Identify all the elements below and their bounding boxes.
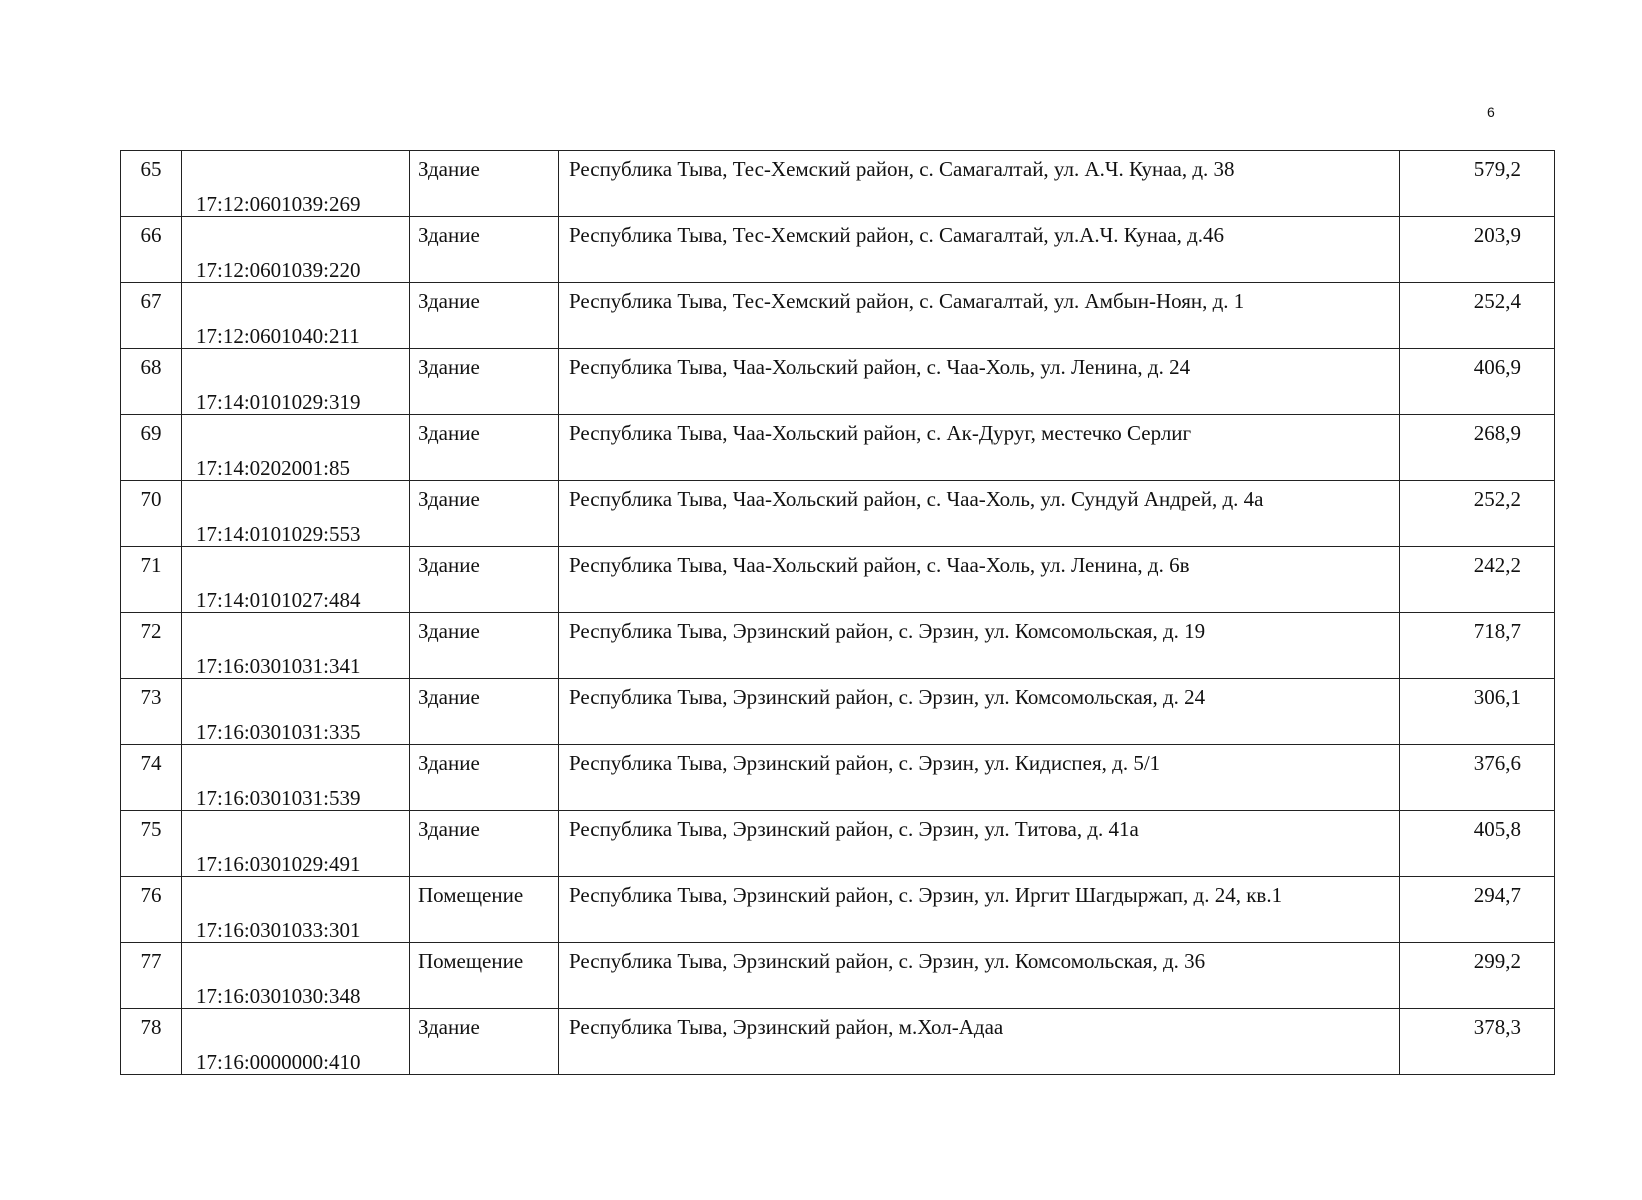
area-cell: 252,4 [1400, 283, 1555, 349]
object-type-cell: Здание [410, 217, 559, 283]
object-type-cell: Здание [410, 481, 559, 547]
area-cell: 405,8 [1400, 811, 1555, 877]
cadastral-number-cell [182, 1009, 410, 1075]
cadastral-number-text: 17:16:0301030:348 [196, 984, 361, 1008]
cadastral-number-text: 17:16:0301029:491 [196, 852, 361, 876]
area-cell: 378,3 [1400, 1009, 1555, 1075]
address-cell: Республика Тыва, Чаа-Хольский район, с. Чаа-Холь, ул. Сундуй Андрей, д. 4а [559, 481, 1400, 547]
cadastral-number-cell [182, 811, 410, 877]
row-number-cell: 67 [121, 283, 182, 349]
row-number-cell: 75 [121, 811, 182, 877]
area-cell: 306,1 [1400, 679, 1555, 745]
cadastral-number-cell [182, 745, 410, 811]
cadastral-number-text: 17:12:0601040:211 [196, 324, 360, 348]
object-type-cell: Здание [410, 1009, 559, 1075]
address-cell: Республика Тыва, Эрзинский район, с. Эрзин, ул. Комсомольская, д. 36 [559, 943, 1400, 1009]
object-type-cell: Здание [410, 415, 559, 481]
row-number-cell: 71 [121, 547, 182, 613]
cadastral-number-text: 17:14:0101027:484 [196, 588, 361, 612]
address-cell: Республика Тыва, Чаа-Хольский район, с. Чаа-Холь, ул. Ленина, д. 24 [559, 349, 1400, 415]
cadastral-number-cell [182, 679, 410, 745]
object-type-cell: Здание [410, 745, 559, 811]
cadastral-number-cell [182, 943, 410, 1009]
cadastral-number-cell [182, 481, 410, 547]
table-row [121, 679, 1555, 745]
address-cell: Республика Тыва, Тес-Хемский район, с. Самагалтай, ул. Амбын-Ноян, д. 1 [559, 283, 1400, 349]
row-number-cell: 72 [121, 613, 182, 679]
row-number-cell: 70 [121, 481, 182, 547]
row-number-cell: 69 [121, 415, 182, 481]
address-cell: Республика Тыва, Тес-Хемский район, с. Самагалтай, ул. А.Ч. Кунаа, д. 38 [559, 151, 1400, 217]
object-type-cell: Здание [410, 547, 559, 613]
table-row [121, 1009, 1555, 1075]
area-cell: 579,2 [1400, 151, 1555, 217]
area-cell: 252,2 [1400, 481, 1555, 547]
row-number-cell: 68 [121, 349, 182, 415]
cadastral-number-cell [182, 547, 410, 613]
address-cell: Республика Тыва, Чаа-Хольский район, с. Ак-Дуруг, местечко Серлиг [559, 415, 1400, 481]
area-cell: 376,6 [1400, 745, 1555, 811]
cadastral-number-text: 17:16:0301031:539 [196, 786, 361, 810]
address-cell: Республика Тыва, Эрзинский район, с. Эрзин, ул. Кидиспея, д. 5/1 [559, 745, 1400, 811]
table-row [121, 151, 1555, 217]
area-cell: 406,9 [1400, 349, 1555, 415]
address-cell: Республика Тыва, Эрзинский район, с. Эрзин, ул. Комсомольская, д. 24 [559, 679, 1400, 745]
cadastral-number-text: 17:14:0101029:319 [196, 390, 361, 414]
object-type-cell: Здание [410, 283, 559, 349]
object-type-cell: Здание [410, 613, 559, 679]
cadastral-number-text: 17:16:0301031:341 [196, 654, 361, 678]
area-cell: 242,2 [1400, 547, 1555, 613]
table-row [121, 877, 1555, 943]
table-row [121, 349, 1555, 415]
table-body [121, 151, 1555, 1075]
area-cell: 203,9 [1400, 217, 1555, 283]
cadastral-number-cell [182, 415, 410, 481]
area-cell: 718,7 [1400, 613, 1555, 679]
area-cell: 268,9 [1400, 415, 1555, 481]
address-cell: Республика Тыва, Эрзинский район, м.Хол-Адаа [559, 1009, 1400, 1075]
cadastral-number-text: 17:14:0202001:85 [196, 456, 351, 480]
row-number-cell: 78 [121, 1009, 182, 1075]
cadastral-number-text: 17:12:0601039:220 [196, 258, 361, 282]
address-cell: Республика Тыва, Эрзинский район, с. Эрзин, ул. Иргит Шагдыржап, д. 24, кв.1 [559, 877, 1400, 943]
address-cell: Республика Тыва, Тес-Хемский район, с. Самагалтай, ул.А.Ч. Кунаа, д.46 [559, 217, 1400, 283]
object-type-cell: Помещение [410, 877, 559, 943]
cadastral-number-text: 17:16:0301033:301 [196, 918, 361, 942]
row-number-cell: 65 [121, 151, 182, 217]
object-type-cell: Здание [410, 679, 559, 745]
address-cell: Республика Тыва, Чаа-Хольский район, с. Чаа-Холь, ул. Ленина, д. 6в [559, 547, 1400, 613]
cadastral-number-text: 17:12:0601039:269 [196, 192, 361, 216]
page-number: 6 [1487, 104, 1495, 120]
table-row [121, 943, 1555, 1009]
address-cell: Республика Тыва, Эрзинский район, с. Эрзин, ул. Титова, д. 41а [559, 811, 1400, 877]
table-row [121, 547, 1555, 613]
table-row [121, 481, 1555, 547]
row-number-cell: 76 [121, 877, 182, 943]
property-table [120, 150, 1555, 1075]
cadastral-number-cell [182, 877, 410, 943]
cadastral-number-cell [182, 151, 410, 217]
row-number-cell: 73 [121, 679, 182, 745]
object-type-cell: Помещение [410, 943, 559, 1009]
table-row [121, 217, 1555, 283]
object-type-cell: Здание [410, 811, 559, 877]
cadastral-number-text: 17:16:0000000:410 [196, 1050, 361, 1074]
area-cell: 294,7 [1400, 877, 1555, 943]
table-row [121, 415, 1555, 481]
object-type-cell: Здание [410, 151, 559, 217]
table-row [121, 613, 1555, 679]
row-number-cell: 74 [121, 745, 182, 811]
address-cell: Республика Тыва, Эрзинский район, с. Эрзин, ул. Комсомольская, д. 19 [559, 613, 1400, 679]
cadastral-number-cell [182, 217, 410, 283]
table-row [121, 811, 1555, 877]
object-type-cell: Здание [410, 349, 559, 415]
cadastral-number-cell [182, 349, 410, 415]
row-number-cell: 66 [121, 217, 182, 283]
cadastral-number-cell [182, 613, 410, 679]
table-row [121, 283, 1555, 349]
cadastral-number-text: 17:16:0301031:335 [196, 720, 361, 744]
row-number-cell: 77 [121, 943, 182, 1009]
table-row [121, 745, 1555, 811]
cadastral-number-text: 17:14:0101029:553 [196, 522, 361, 546]
cadastral-number-cell [182, 283, 410, 349]
area-cell: 299,2 [1400, 943, 1555, 1009]
